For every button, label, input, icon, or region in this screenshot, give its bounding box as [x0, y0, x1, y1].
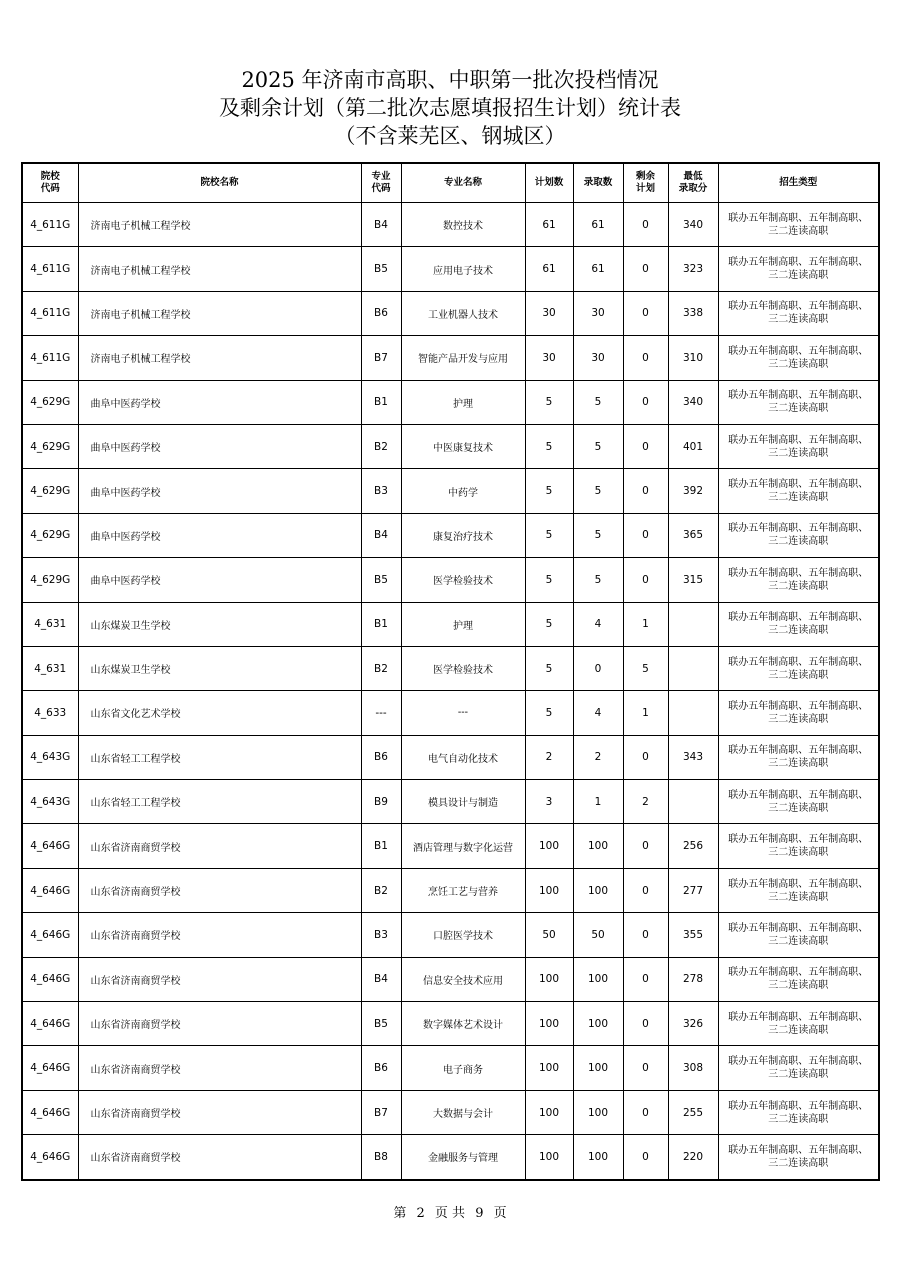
- cell-school-name: 济南电子机械工程学校: [78, 336, 361, 380]
- cell-admitted: 5: [573, 424, 623, 468]
- cell-admission-type: [718, 780, 879, 824]
- cell-major-name: 电气自动化技术: [401, 735, 525, 779]
- header-type: 招生类型: [718, 163, 879, 203]
- table-row: [22, 691, 879, 735]
- cell-admitted: 4: [573, 691, 623, 735]
- admission-type-line: 三二连读高职: [768, 713, 829, 725]
- cell-major-code: B8: [361, 1135, 401, 1180]
- cell-remaining: 0: [623, 824, 668, 868]
- cell-school-code: 4_611G: [22, 336, 78, 380]
- admission-type-line: 三二连读高职: [768, 225, 829, 237]
- table-row: [22, 1090, 879, 1134]
- admission-type-line: 三二连读高职: [768, 1024, 829, 1036]
- header-major-code: 专业 代码: [361, 163, 401, 203]
- cell-school-code: 4_631: [22, 602, 78, 646]
- admission-type-line: 联办五年制高职、五年制高职、: [728, 1056, 869, 1068]
- cell-school-code: 4_646G: [22, 824, 78, 868]
- table-row: [22, 469, 879, 513]
- cell-school-name: 山东省济南商贸学校: [78, 1046, 361, 1090]
- admission-type-line: 联办五年制高职、五年制高职、: [728, 789, 869, 801]
- table-row: [22, 558, 879, 602]
- cell-min-score: 256: [668, 824, 718, 868]
- admission-type-line: 三二连读高职: [768, 447, 829, 459]
- cell-major-code: B1: [361, 380, 401, 424]
- cell-major-name: 工业机器人技术: [401, 291, 525, 335]
- cell-major-name: 中医康复技术: [401, 424, 525, 468]
- cell-admitted: 2: [573, 735, 623, 779]
- cell-admitted: 1: [573, 780, 623, 824]
- table-body: [22, 203, 879, 1180]
- cell-plan: 3: [525, 780, 573, 824]
- cell-remaining: 0: [623, 957, 668, 1001]
- cell-school-name: 山东省文化艺术学校: [78, 691, 361, 735]
- cell-remaining: 1: [623, 602, 668, 646]
- cell-admitted: 30: [573, 291, 623, 335]
- cell-school-code: 4_646G: [22, 1135, 78, 1180]
- cell-min-score: [668, 646, 718, 690]
- cell-major-name: 金融服务与管理: [401, 1135, 525, 1180]
- admission-type-line: 三二连读高职: [768, 314, 829, 326]
- cell-admitted: 30: [573, 336, 623, 380]
- cell-admitted: 100: [573, 868, 623, 912]
- table-row: [22, 868, 879, 912]
- cell-major-code: ---: [361, 691, 401, 735]
- cell-school-code: 4_611G: [22, 291, 78, 335]
- cell-school-code: 4_633: [22, 691, 78, 735]
- cell-major-name: 信息安全技术应用: [401, 957, 525, 1001]
- cell-major-code: B2: [361, 646, 401, 690]
- cell-school-name: 曲阜中医药学校: [78, 424, 361, 468]
- cell-plan: 100: [525, 1046, 573, 1090]
- admission-type-line: 三二连读高职: [768, 1157, 829, 1169]
- cell-min-score: 310: [668, 336, 718, 380]
- cell-major-name: 数控技术: [401, 203, 525, 247]
- admission-type-line: 联办五年制高职、五年制高职、: [728, 1144, 869, 1156]
- cell-admitted: 5: [573, 380, 623, 424]
- cell-school-code: 4_643G: [22, 780, 78, 824]
- cell-major-name: ---: [401, 691, 525, 735]
- cell-min-score: 343: [668, 735, 718, 779]
- cell-remaining: 0: [623, 558, 668, 602]
- cell-school-code: 4_646G: [22, 1046, 78, 1090]
- cell-min-score: 338: [668, 291, 718, 335]
- table-row: [22, 824, 879, 868]
- cell-major-code: B7: [361, 336, 401, 380]
- cell-major-name: 数字媒体艺术设计: [401, 1002, 525, 1046]
- cell-major-code: B4: [361, 957, 401, 1001]
- cell-admitted: 5: [573, 469, 623, 513]
- header-remaining: 剩余 计划: [623, 163, 668, 203]
- cell-remaining: 0: [623, 469, 668, 513]
- cell-plan: 2: [525, 735, 573, 779]
- cell-remaining: 0: [623, 1046, 668, 1090]
- cell-remaining: 0: [623, 513, 668, 557]
- admission-type-line: 三二连读高职: [768, 625, 829, 637]
- table-row: [22, 957, 879, 1001]
- cell-major-name: 烹饪工艺与营养: [401, 868, 525, 912]
- admission-type-line: 三二连读高职: [768, 403, 829, 415]
- cell-admission-type: [718, 1046, 879, 1090]
- table-row: [22, 247, 879, 291]
- cell-school-code: 4_629G: [22, 469, 78, 513]
- admission-type-line: 联办五年制高职、五年制高职、: [728, 567, 869, 579]
- document-title: [0, 66, 900, 150]
- table-row: [22, 513, 879, 557]
- footer-total-pages: 9: [475, 1206, 484, 1221]
- admission-type-line: 联办五年制高职、五年制高职、: [728, 301, 869, 313]
- cell-school-name: 山东省济南商贸学校: [78, 824, 361, 868]
- cell-remaining: 1: [623, 691, 668, 735]
- cell-plan: 100: [525, 1090, 573, 1134]
- cell-admitted: 61: [573, 203, 623, 247]
- cell-major-name: 智能产品开发与应用: [401, 336, 525, 380]
- cell-min-score: 315: [668, 558, 718, 602]
- table-row: [22, 424, 879, 468]
- admission-type-line: 联办五年制高职、五年制高职、: [728, 700, 869, 712]
- cell-major-code: B9: [361, 780, 401, 824]
- cell-admitted: 100: [573, 1046, 623, 1090]
- cell-plan: 5: [525, 691, 573, 735]
- cell-major-code: B5: [361, 1002, 401, 1046]
- header-plan: 计划数: [525, 163, 573, 203]
- admission-type-line: 联办五年制高职、五年制高职、: [728, 834, 869, 846]
- cell-major-name: 护理: [401, 602, 525, 646]
- cell-admission-type: [718, 380, 879, 424]
- cell-plan: 61: [525, 247, 573, 291]
- cell-min-score: 392: [668, 469, 718, 513]
- title-line-1: 2025 年济南市高职、中职第一批次投档情况: [241, 68, 659, 92]
- header-major-name: 专业名称: [401, 163, 525, 203]
- cell-admission-type: [718, 957, 879, 1001]
- cell-admission-type: [718, 558, 879, 602]
- cell-admission-type: [718, 1090, 879, 1134]
- cell-min-score: 340: [668, 380, 718, 424]
- cell-school-name: 山东煤炭卫生学校: [78, 646, 361, 690]
- table-row: [22, 602, 879, 646]
- admission-type-line: 三二连读高职: [768, 580, 829, 592]
- cell-plan: 5: [525, 602, 573, 646]
- cell-school-name: 济南电子机械工程学校: [78, 247, 361, 291]
- cell-plan: 100: [525, 957, 573, 1001]
- cell-remaining: 0: [623, 1002, 668, 1046]
- cell-plan: 5: [525, 469, 573, 513]
- cell-plan: 30: [525, 336, 573, 380]
- cell-min-score: 323: [668, 247, 718, 291]
- cell-major-code: B1: [361, 602, 401, 646]
- cell-plan: 100: [525, 868, 573, 912]
- cell-major-name: 医学检验技术: [401, 558, 525, 602]
- title-line-3: （不含莱芜区、钢城区）: [334, 124, 566, 148]
- footer-middle: 页 共: [434, 1206, 466, 1221]
- cell-plan: 5: [525, 558, 573, 602]
- admission-type-line: 联办五年制高职、五年制高职、: [728, 390, 869, 402]
- cell-plan: 30: [525, 291, 573, 335]
- cell-school-name: 曲阜中医药学校: [78, 513, 361, 557]
- cell-major-code: B6: [361, 291, 401, 335]
- cell-admitted: 100: [573, 1135, 623, 1180]
- admission-type-line: 三二连读高职: [768, 980, 829, 992]
- cell-admission-type: [718, 913, 879, 957]
- cell-major-code: B7: [361, 1090, 401, 1134]
- cell-school-name: 山东省济南商贸学校: [78, 957, 361, 1001]
- cell-major-code: B5: [361, 247, 401, 291]
- cell-school-code: 4_629G: [22, 424, 78, 468]
- cell-school-code: 4_646G: [22, 957, 78, 1001]
- cell-school-name: 山东省济南商贸学校: [78, 1090, 361, 1134]
- cell-school-code: 4_629G: [22, 380, 78, 424]
- cell-school-name: 济南电子机械工程学校: [78, 203, 361, 247]
- cell-school-name: 山东煤炭卫生学校: [78, 602, 361, 646]
- cell-plan: 100: [525, 1135, 573, 1180]
- cell-remaining: 0: [623, 424, 668, 468]
- cell-major-code: B4: [361, 513, 401, 557]
- cell-plan: 61: [525, 203, 573, 247]
- admission-type-line: 联办五年制高职、五年制高职、: [728, 1100, 869, 1112]
- admission-type-line: 联办五年制高职、五年制高职、: [728, 523, 869, 535]
- cell-major-code: B1: [361, 824, 401, 868]
- cell-school-code: 4_611G: [22, 247, 78, 291]
- cell-major-name: 电子商务: [401, 1046, 525, 1090]
- admission-type-line: 三二连读高职: [768, 891, 829, 903]
- cell-plan: 5: [525, 380, 573, 424]
- cell-admission-type: [718, 824, 879, 868]
- admission-type-line: 三二连读高职: [768, 802, 829, 814]
- cell-admission-type: [718, 1002, 879, 1046]
- cell-school-code: 4_611G: [22, 203, 78, 247]
- table-row: [22, 735, 879, 779]
- cell-major-code: B5: [361, 558, 401, 602]
- cell-major-name: 护理: [401, 380, 525, 424]
- cell-admission-type: [718, 203, 879, 247]
- cell-admitted: 50: [573, 913, 623, 957]
- cell-major-name: 模具设计与制造: [401, 780, 525, 824]
- table-row: [22, 380, 879, 424]
- admission-type-line: 联办五年制高职、五年制高职、: [728, 257, 869, 269]
- cell-min-score: 278: [668, 957, 718, 1001]
- table-row: [22, 336, 879, 380]
- cell-plan: 50: [525, 913, 573, 957]
- cell-min-score: 340: [668, 203, 718, 247]
- admission-type-line: 三二连读高职: [768, 492, 829, 504]
- cell-school-code: 4_646G: [22, 868, 78, 912]
- cell-admitted: 4: [573, 602, 623, 646]
- cell-min-score: 220: [668, 1135, 718, 1180]
- admission-type-line: 联办五年制高职、五年制高职、: [728, 479, 869, 491]
- cell-admission-type: [718, 691, 879, 735]
- admission-type-line: 三二连读高职: [768, 1069, 829, 1081]
- cell-min-score: 308: [668, 1046, 718, 1090]
- cell-plan: 5: [525, 424, 573, 468]
- cell-school-name: 曲阜中医药学校: [78, 469, 361, 513]
- cell-admission-type: [718, 735, 879, 779]
- cell-admission-type: [718, 646, 879, 690]
- cell-major-code: B3: [361, 913, 401, 957]
- cell-admitted: 100: [573, 1002, 623, 1046]
- header-school-name: 院校名称: [78, 163, 361, 203]
- cell-admitted: 100: [573, 1090, 623, 1134]
- table-row: [22, 291, 879, 335]
- table-row: [22, 913, 879, 957]
- header-admitted: 录取数: [573, 163, 623, 203]
- cell-remaining: 0: [623, 336, 668, 380]
- cell-plan: 100: [525, 1002, 573, 1046]
- cell-major-name: 中药学: [401, 469, 525, 513]
- cell-admission-type: [718, 424, 879, 468]
- admission-table: [21, 162, 880, 1181]
- cell-remaining: 0: [623, 380, 668, 424]
- cell-admission-type: [718, 291, 879, 335]
- cell-major-code: B3: [361, 469, 401, 513]
- admission-type-line: 联办五年制高职、五年制高职、: [728, 345, 869, 357]
- cell-admission-type: [718, 1135, 879, 1180]
- cell-major-name: 医学检验技术: [401, 646, 525, 690]
- cell-admitted: 5: [573, 558, 623, 602]
- cell-admission-type: [718, 247, 879, 291]
- cell-remaining: 0: [623, 203, 668, 247]
- cell-school-code: 4_646G: [22, 913, 78, 957]
- cell-remaining: 0: [623, 1135, 668, 1180]
- cell-admission-type: [718, 602, 879, 646]
- cell-min-score: 355: [668, 913, 718, 957]
- cell-plan: 100: [525, 824, 573, 868]
- cell-school-code: 4_646G: [22, 1090, 78, 1134]
- admission-type-line: 三二连读高职: [768, 270, 829, 282]
- admission-type-line: 三二连读高职: [768, 758, 829, 770]
- table-row: [22, 1135, 879, 1180]
- admission-type-line: 三二连读高职: [768, 536, 829, 548]
- cell-min-score: [668, 691, 718, 735]
- page-footer: [0, 1202, 900, 1221]
- admission-type-line: 联办五年制高职、五年制高职、: [728, 656, 869, 668]
- footer-prefix: 第: [393, 1206, 407, 1221]
- cell-admitted: 0: [573, 646, 623, 690]
- admission-type-line: 三二连读高职: [768, 935, 829, 947]
- cell-major-code: B2: [361, 424, 401, 468]
- cell-plan: 5: [525, 646, 573, 690]
- table-row: [22, 1002, 879, 1046]
- cell-min-score: [668, 780, 718, 824]
- cell-school-name: 山东省济南商贸学校: [78, 1002, 361, 1046]
- title-line-2: 及剩余计划（第二批次志愿填报招生计划）统计表: [219, 96, 681, 120]
- cell-school-code: 4_631: [22, 646, 78, 690]
- cell-min-score: [668, 602, 718, 646]
- cell-admission-type: [718, 513, 879, 557]
- table-row: [22, 780, 879, 824]
- cell-plan: 5: [525, 513, 573, 557]
- admission-type-line: 联办五年制高职、五年制高职、: [728, 878, 869, 890]
- footer-suffix: 页: [493, 1206, 507, 1221]
- cell-school-code: 4_643G: [22, 735, 78, 779]
- cell-school-name: 山东省济南商贸学校: [78, 913, 361, 957]
- header-school-code: 院校 代码: [22, 163, 78, 203]
- cell-remaining: 0: [623, 868, 668, 912]
- cell-remaining: 0: [623, 247, 668, 291]
- table-row: [22, 646, 879, 690]
- cell-remaining: 0: [623, 735, 668, 779]
- cell-remaining: 2: [623, 780, 668, 824]
- cell-major-code: B6: [361, 1046, 401, 1090]
- cell-min-score: 255: [668, 1090, 718, 1134]
- admission-type-line: 三二连读高职: [768, 847, 829, 859]
- admission-type-line: 联办五年制高职、五年制高职、: [728, 612, 869, 624]
- cell-school-name: 山东省轻工工程学校: [78, 780, 361, 824]
- admission-type-line: 三二连读高职: [768, 358, 829, 370]
- cell-remaining: 0: [623, 1090, 668, 1134]
- admission-type-line: 三二连读高职: [768, 669, 829, 681]
- admission-type-line: 联办五年制高职、五年制高职、: [728, 212, 869, 224]
- cell-school-code: 4_646G: [22, 1002, 78, 1046]
- cell-school-code: 4_629G: [22, 513, 78, 557]
- cell-school-name: 山东省济南商贸学校: [78, 868, 361, 912]
- cell-admission-type: [718, 868, 879, 912]
- cell-admitted: 100: [573, 824, 623, 868]
- header-min-score: 最低 录取分: [668, 163, 718, 203]
- admission-type-line: 联办五年制高职、五年制高职、: [728, 967, 869, 979]
- cell-remaining: 5: [623, 646, 668, 690]
- cell-major-name: 应用电子技术: [401, 247, 525, 291]
- cell-major-code: B2: [361, 868, 401, 912]
- admission-type-line: 三二连读高职: [768, 1113, 829, 1125]
- cell-major-name: 大数据与会计: [401, 1090, 525, 1134]
- cell-school-code: 4_629G: [22, 558, 78, 602]
- cell-min-score: 365: [668, 513, 718, 557]
- admission-type-line: 联办五年制高职、五年制高职、: [728, 1011, 869, 1023]
- cell-major-code: B6: [361, 735, 401, 779]
- cell-min-score: 401: [668, 424, 718, 468]
- cell-admitted: 100: [573, 957, 623, 1001]
- admission-type-line: 联办五年制高职、五年制高职、: [728, 922, 869, 934]
- cell-school-name: 曲阜中医药学校: [78, 380, 361, 424]
- cell-admitted: 5: [573, 513, 623, 557]
- cell-school-name: 济南电子机械工程学校: [78, 291, 361, 335]
- cell-remaining: 0: [623, 291, 668, 335]
- footer-page-number: 2: [416, 1206, 425, 1221]
- admission-type-line: 联办五年制高职、五年制高职、: [728, 745, 869, 757]
- cell-major-code: B4: [361, 203, 401, 247]
- admission-type-line: 联办五年制高职、五年制高职、: [728, 434, 869, 446]
- table-row: [22, 203, 879, 247]
- cell-admission-type: [718, 469, 879, 513]
- cell-school-name: 山东省济南商贸学校: [78, 1135, 361, 1180]
- cell-school-name: 山东省轻工工程学校: [78, 735, 361, 779]
- cell-remaining: 0: [623, 913, 668, 957]
- cell-school-name: 曲阜中医药学校: [78, 558, 361, 602]
- cell-major-name: 口腔医学技术: [401, 913, 525, 957]
- cell-admitted: 61: [573, 247, 623, 291]
- cell-admission-type: [718, 336, 879, 380]
- table-row: [22, 1046, 879, 1090]
- cell-min-score: 326: [668, 1002, 718, 1046]
- header-row: [22, 163, 879, 203]
- cell-min-score: 277: [668, 868, 718, 912]
- cell-major-name: 酒店管理与数字化运营: [401, 824, 525, 868]
- cell-major-name: 康复治疗技术: [401, 513, 525, 557]
